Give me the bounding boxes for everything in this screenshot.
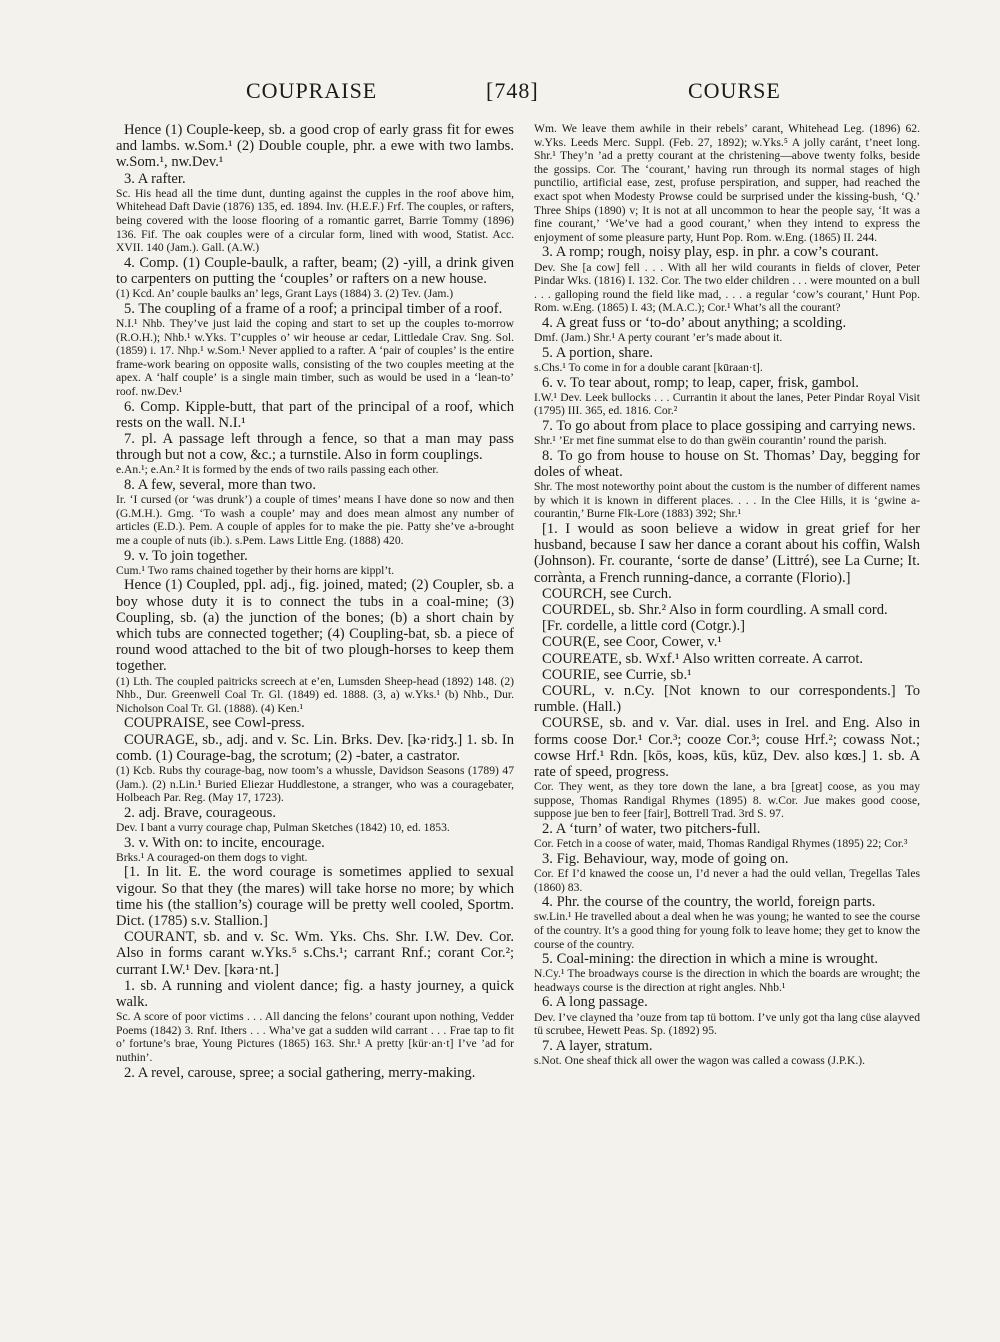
citation-paragraph: s.Chs.¹ To come in for a double carant [kūraan·t]. [534, 360, 763, 374]
citation-paragraph: Shr. The most noteworthy point about the custom is the number of different names by which it is known in different places. . . . In the Clee Hills, it is ‘gwine a-courantin,’ Burne Flk-Lore (1883) 392; Shr.¹ [534, 480, 920, 521]
citation-paragraph: Brks.¹ A couraged-on them dogs to vight. [116, 850, 308, 864]
entry-paragraph: 7. To go about from place to place gossiping and carrying news. [542, 417, 916, 434]
header-left-title: COUPRAISE [246, 78, 378, 103]
entry-paragraph: COUR(E, see Coor, Cower, v.¹ [542, 634, 722, 651]
entry-paragraph: [1. In lit. E. the word courage is sometimes applied to sexual vigour. So that they (the mares) will take horse no more; by which time his (the stallion’s) courage will be pretty well cooled, Sportm. Dict. (1785) s.v. Stallion.] [116, 864, 514, 929]
entry-paragraph: 8. A few, several, more than two. [124, 476, 316, 493]
citation-paragraph: Dev. I bant a vurry courage chap, Pulman Sketches (1842) 10, ed. 1853. [116, 820, 450, 834]
entry-paragraph: 7. A layer, stratum. [542, 1037, 653, 1054]
entry-paragraph: 2. A ‘turn’ of water, two pitchers-full. [542, 820, 761, 837]
entry-paragraph: 3. A romp; rough, noisy play, esp. in phr. a cow’s courant. [542, 244, 879, 261]
entry-paragraph: 1. sb. A running and violent dance; fig. a hasty journey, a quick walk. [116, 977, 514, 1010]
running-header [0, 78, 1000, 118]
left-column [116, 122, 514, 1081]
entry-paragraph: 2. adj. Brave, courageous. [124, 804, 276, 821]
citation-paragraph: (1) Kcb. Rubs thy courage-bag, now toom’s a whussle, Davidson Seasons (1789) 47 (Jam.). (2) n.Lin.¹ Buried Eliezar Huddlestone, a stranger, who was a couragebater, Holbeach Par. Reg. (May 17, 1723). [116, 763, 514, 805]
entry-paragraph: COUREATE, sb. Wxf.¹ Also written correate. A carrot. [542, 650, 864, 667]
citation-paragraph: N.Cy.¹ The broadways course is the direction in which the boards are wrought; the headways course is the direction at right angles. Nhb.¹ [534, 967, 920, 994]
entry-paragraph: [1. I would as soon believe a widow in great grief for her husband, because I saw her dance a corant about his coffin, Walsh (Johnson). Fr. courante, ‘sorte de danse’ (Littré), see La Curne; It. corrànta, a French running-dance, a corrante (Florio).] [534, 520, 920, 586]
citation-paragraph: (1) Kcd. An’ couple baulks an’ legs, Grant Lays (1884) 3. (2) Tev. (Jam.) [116, 287, 454, 301]
entry-paragraph: 9. v. To join together. [124, 547, 248, 564]
entry-paragraph: 5. A portion, share. [542, 344, 654, 361]
entry-paragraph: [Fr. cordelle, a little cord (Cotgr.).] [542, 618, 746, 635]
citation-paragraph: Cor. Fetch in a coose of water, maid, Thomas Randigal Rhymes (1895) 22; Cor.³ [534, 837, 908, 851]
citation-paragraph: Sc. His head all the time dunt, dunting against the cupples in the roof above him, Whitehead Daft Davie (1876) 135, ed. 1894. Inv. (H.E.F.) Frf. The couples, or rafters, being covered with the loose flooring of a romantic garret, Barrie Tommy (1896) 136. Fif. The oak couples were of a circular form, lined with wood, Statist. Acc. XVII. 140 (Jam.). Gall. (A.W.) [116, 186, 514, 255]
entry-paragraph: 3. A rafter. [124, 170, 186, 187]
citation-paragraph: (1) Lth. The coupled paitricks screech at e’en, Lumsden Sheep-head (1892) 148. (2) Nhb., Dur. Greenwell Coal Tr. Gl. (1849) ed. 1888. (3, a) w.Yks.¹ (b) Nhb., Dur. Nicholson Coal Tr. Gl. (1888). (4) Ken.¹ [116, 674, 514, 715]
entry-paragraph: 3. Fig. Behaviour, way, mode of going on. [542, 850, 789, 867]
entry-paragraph: COURANT, sb. and v. Sc. Wm. Yks. Chs. Shr. I.W. Dev. Cor. Also in forms carant w.Yks.⁵ s.Chs.¹; carrant Rnf.; corant Cor.²; currant I.W.¹ Dev. [kəra·nt.] [116, 929, 514, 978]
citation-paragraph: e.An.¹; e.An.² It is formed by the ends of two rails passing each other. [116, 463, 439, 477]
citation-paragraph: Dev. I’ve clayned tha ’ouze from tap tü bottom. I’ve unly got tha lang cüse alayved tü scrubee, Hewett Peas. Sp. (1892) 95. [534, 1010, 920, 1038]
entry-paragraph: 2. A revel, carouse, spree; a social gathering, merry-making. [124, 1064, 476, 1081]
entry-paragraph: Hence (1) Coupled, ppl. adj., fig. joined, mated; (2) Coupler, sb. a boy whose duty it is to connect the tubs in a coal-mine; (3) Coupling, sb. (a) the junction of the bones; (b) a short chain by which tubs are connected together; (4) Coupling-bat, sb. a piece of round wood attached to the bit of two plough-horses to keep them together. [116, 577, 514, 675]
entry-paragraph: 4. Comp. (1) Couple-baulk, a rafter, beam; (2) -yill, a drink given to carpenters on putting the ‘couples’ or rafters on a new house. [116, 254, 514, 287]
citation-paragraph: Shr.¹ ’Er met fine summat else to do than gwëin courantin’ round the parish. [534, 434, 887, 448]
entry-paragraph: COUPRAISE, see Cowl-press. [124, 715, 305, 732]
entry-paragraph: Hence (1) Couple-keep, sb. a good crop of early grass fit for ewes and lambs. w.Som.¹ (2) Double couple, phr. a ewe with two lambs. w.Som.¹, nw.Dev.¹ [116, 122, 514, 171]
header-right-title: COURSE [688, 78, 781, 103]
entry-paragraph: 3. v. With on: to incite, encourage. [124, 834, 325, 851]
citation-paragraph: s.Not. One sheaf thick all ower the wagon was called a cowass (J.P.K.). [534, 1054, 865, 1068]
citation-paragraph: N.I.¹ Nhb. They’ve just laid the coping and start to set up the couples to-morrow (R.O.H.); Nhb.¹ w.Yks. T’cupples o’ wir heouse ar cedar, Littledale Crav. Sng. Sol. (1859) i. 17. Nhp.¹ w.Som.¹ Never applied to a rafter. A ‘pair of couples’ is the entire frame-work bearing on opposite walls, consisting of the two couples meeting at the apex. A ‘half couple’ is a single main timber, such as would be used in a ‘lean-to’ roof. nw.Dev.¹ [116, 316, 514, 398]
citation-paragraph: Sc. A score of poor victims . . . All dancing the felons’ courant upon nothing, Vedder Poems (1842) 3. Rnf. Ithers . . . Wha’ve gat a sudden wild carrant . . . Frae tap to fit o’ fortune’s brae, Young Pictures (1865) 163. Shr.¹ A pretty [kür·an·t] I’ve ’ad for nuthin’. [116, 1010, 514, 1064]
citation-paragraph: Ir. ‘I cursed (or ‘was drunk’) a couple of times’ means I have done so now and then (G.M.H.). Gmg. ‘To wash a couple’ may and does mean almost any number of articles (E.D.). Pem. A couple of apples for to make the pie. Patty she’ve a-brought me a couple of nuts (ib.). s.Pem. Laws Little Eng. (1888) 420. [116, 493, 514, 547]
entry-paragraph: COURL, v. n.Cy. [Not known to our correspondents.] To rumble. (Hall.) [534, 682, 920, 716]
citation-paragraph: sw.Lin.¹ He travelled about a deal when he was young; he wanted to see the course of the country. It’s a good thing for young folk to leave home; they get to know the course of the country. [534, 910, 920, 951]
entry-paragraph: 6. A long passage. [542, 994, 648, 1011]
entry-paragraph: COURCH, see Curch. [542, 585, 672, 602]
entry-paragraph: 5. The coupling of a frame of a roof; a principal timber of a roof. [124, 300, 503, 317]
entry-paragraph: 7. pl. A passage left through a fence, so that a man may pass through but not a cow, &c.; a turnstile. Also in form couplings. [116, 430, 514, 464]
citation-paragraph: Cor. They went, as they tore down the lane, a bra [great] coose, as you may suppose, Thomas Randigal Rhymes (1895) 8. w.Cor. Jue makes good coose, suppose jue ben to feer [fair], Bottrell Trad. 3rd S. 97. [534, 780, 920, 821]
citation-paragraph: Dmf. (Jam.) Shr.¹ A perty courant ’er’s made about it. [534, 331, 783, 345]
entry-paragraph: COURDEL, sb. Shr.² Also in form courdling. A small cord. [542, 601, 888, 618]
citation-paragraph: Cor. Ef I’d knawed the coose un, I’d never a had the ould vellan, Tregellas Tales (1860) 83. [534, 866, 920, 894]
entry-paragraph: COURSE, sb. and v. Var. dial. uses in Irel. and Eng. Also in forms coose Dor.¹ Cor.³; cooze Cor.³; couse Hrf.²; cowass Not.; cowse Hrf.¹ Rdn. [kōs, koəs, kūs, kūz, Dev. also kœs.] 1. sb. A rate of speed, progress. [534, 715, 920, 780]
page-number: [748] [486, 78, 539, 103]
entry-paragraph: 6. Comp. Kipple-butt, that part of the principal of a roof, which rests on the wall. N.I.¹ [116, 398, 514, 431]
citation-paragraph: I.W.¹ Dev. Leek bullocks . . . Currantin it about the lanes, Peter Pindar Royal Visit (1795) III. 365, ed. 1816. Cor.² [534, 390, 920, 418]
citation-paragraph: Dev. She [a cow] fell . . . With all her wild courants in fields of clover, Peter Pindar Wks. (1816) I. 132. Cor. The two elder children . . . were mounted on a bull . . . galloping round the field like mad, . . . a regular ‘cow’s courant,’ Hunt Pop. Rom. w.Eng. (1865) I. 43; (M.A.C.); Cor.¹ What’s all the courant? [534, 260, 920, 315]
entry-paragraph: COURIE, see Currie, sb.¹ [542, 666, 692, 683]
citation-paragraph: Wm. We leave them awhile in their rebels’ carant, Whitehead Leg. (1896) 62. w.Yks. Leeds Merc. Suppl. (Feb. 27, 1892); w.Yks.⁵ A jolly caránt, t’neet long. Shr.¹ They’n ’ad a pretty courant at the christening—above twenty folks, beside the gossips. Cor. The ‘courant,’ having run through its normal stages of high punctilio, artificial ease, zest, profuse perspiration, and supper, had reached the exact spot when Modesty Prowse could be surprised under the kissing-bush, ‘Q.’ Three Ships (1890) v; It is not at all uncommon to hear the people say, ‘It was a fine courant,’ ‘We’ve had a good courant,’ when they intend to express the enjoyment of some pleasure party, Hunt Pop. Rom. w.Eng. (1865) II. 244. [534, 122, 920, 244]
entry-paragraph: 8. To go from house to house on St. Thomas’ Day, begging for doles of wheat. [534, 447, 920, 480]
right-column [534, 122, 920, 1068]
citation-paragraph: Cum.¹ Two rams chained together by their horns are kippl’t. [116, 563, 395, 577]
entry-paragraph: 4. Phr. the course of the country, the world, foreign parts. [542, 894, 876, 911]
entry-paragraph: 6. v. To tear about, romp; to leap, caper, frisk, gambol. [542, 374, 859, 391]
entry-paragraph: 5. Coal-mining: the direction in which a mine is wrought. [542, 951, 879, 968]
entry-paragraph: 4. A great fuss or ‘to-do’ about anything; a scolding. [542, 314, 847, 331]
entry-paragraph: COURAGE, sb., adj. and v. Sc. Lin. Brks. Dev. [kə·ridʒ.] 1. sb. In comb. (1) Courage-bag, the scrotum; (2) -bater, a castrator. [116, 731, 514, 764]
